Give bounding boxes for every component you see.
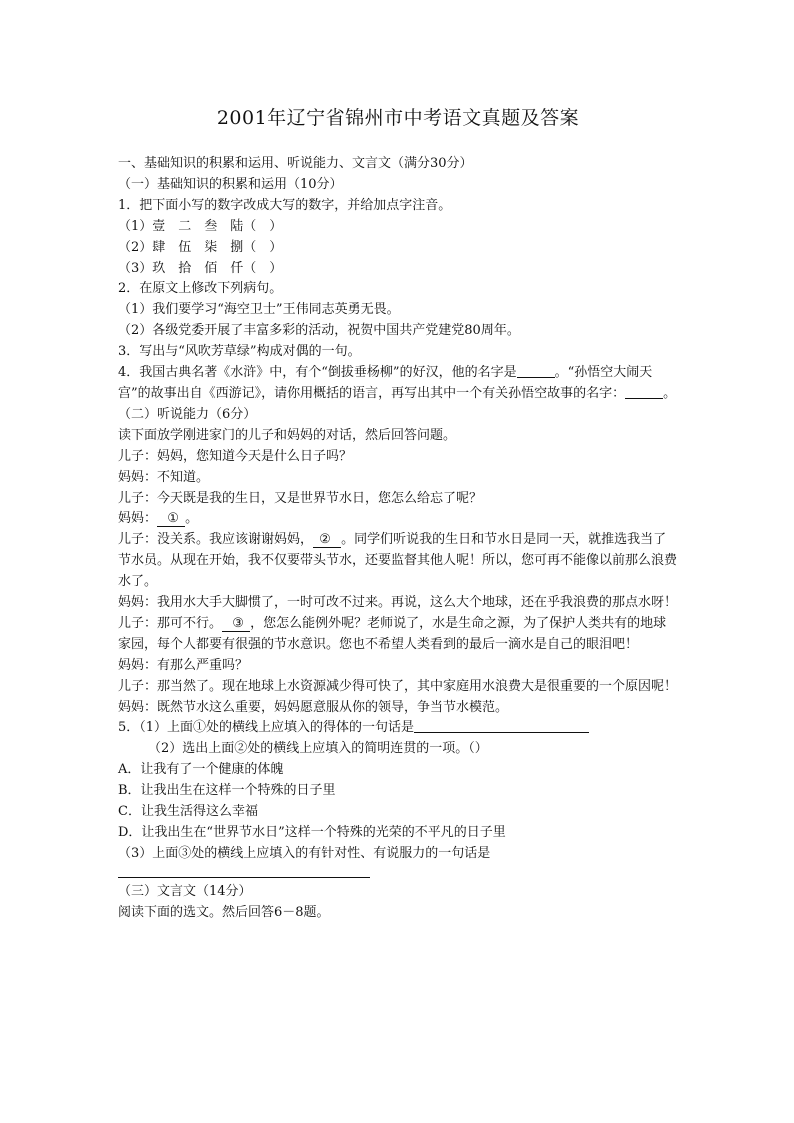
page-title: 2001年辽宁省锦州市中考语文真题及答案 — [216, 107, 580, 129]
option-b: B．让我出生在这样一个特殊的日子里 — [118, 783, 336, 799]
question-4 — [118, 363, 678, 405]
dialogue-line: 妈妈：我用水大手大脚惯了，一时可改不过来。再说，这么大个地球，还在乎我浪费的那点水呀！ — [118, 595, 678, 611]
dialogue-text: ，您怎么能例外呢？老师说了，水是生命之源，为了保护人类共有的地球家园，每个人都要有很强的节水意识。您也不希望人类看到的最后一滴水是自己的眼泪吧！ — [118, 615, 667, 652]
dialogue-line — [118, 530, 678, 593]
dialogue-line — [118, 614, 678, 656]
dialogue-text: 儿子：那可不行。 — [118, 615, 223, 631]
dialogue-intro: 读下面放学刚进家门的儿子和妈妈的对话，然后回答问题。 — [118, 427, 457, 443]
dialogue-line — [118, 509, 678, 530]
question-3: 3．写出与“风吹芳草绿”构成对偶的一句。 — [118, 344, 361, 360]
question-1: 1．把下面小写的数字改成大写的数字，并给加点字注音。 — [118, 197, 452, 213]
answer-blank — [414, 718, 589, 733]
answer-line — [118, 877, 370, 878]
section-heading: 一、基础知识的积累和运用、听说能力、文言文（满分30分） — [118, 156, 473, 171]
exam-page — [118, 104, 678, 924]
reading-intro: 阅读下面的选文。然后回答6－8题。 — [118, 904, 330, 920]
blank-number: ③ — [232, 615, 244, 631]
dialogue-line: 妈妈：既然节水这么重要，妈妈愿意服从你的领导，争当节水模范。 — [118, 699, 509, 715]
question-text: 5．（1）上面①处的横线上应填入的得体的一句话是 — [118, 720, 415, 736]
option-c: C．让我生活得这么幸福 — [118, 804, 258, 820]
question-5-3: （3）上面③处的横线上应填入的有针对性、有说服力的一句话是 — [118, 845, 491, 861]
question-1-item: （3）玖 拾 佰 仟（ ） — [118, 260, 283, 276]
option-d: D．让我出生在“世界节水日”这样一个特殊的光荣的不平凡的日子里 — [118, 825, 506, 840]
dialogue-text: 。 — [185, 511, 199, 527]
dialogue-line: 妈妈：有那么严重吗？ — [118, 657, 249, 673]
dialogue-line: 儿子：那当然了。现在地球上水资源减少得可快了，其中家庭用水浪费大是很重要的一个原因呢！ — [118, 678, 678, 694]
dialogue-text: 。同学们听说我的生日和节水日是同一天，就推选我当了节水员。从现在开始，我不仅要带头节水，还要监督其他人呢！所以，您可再不能像以前那么浪费水了。 — [118, 532, 678, 590]
subsection-heading: （二）听说能力（6分） — [118, 406, 257, 422]
dialogue-text: 儿子：没关系。我应该谢谢妈妈， — [118, 532, 314, 548]
subsection-heading: （三）文言文（14分） — [118, 883, 252, 899]
blank-marker-3 — [222, 616, 250, 632]
answer-blank — [625, 384, 663, 399]
option-a: A．让我有了一个健康的体魄 — [118, 762, 284, 778]
question-5-2: （2）选出上面②处的横线上应填入的简明连贯的一项。（） — [148, 741, 488, 757]
question-2-item: （2）各级党委开展了丰富多彩的活动，祝贺中国共产党建党80周年。 — [118, 323, 520, 339]
dialogue-line: 妈妈：不知道。 — [118, 469, 210, 485]
blank-number: ② — [319, 532, 331, 548]
question-4-text: 4．我国古典名著《水浒》中，有个“倒拔垂杨柳”的好汉，他的名字是 — [118, 365, 517, 381]
question-1-item: （1）壹 二 叁 陆（ ） — [118, 218, 283, 234]
dialogue-line: 儿子：妈妈，您知道今天是什么日子吗？ — [118, 448, 353, 464]
question-2-item: （1）我们要学习“海空卫士”王伟同志英勇无畏。 — [118, 302, 400, 318]
question-4-text: 。“孙悟空大闹天宫”的故事出自《西游记》，请你用概括的语言，再写出其中一个有关孙悟空故事的名字： — [118, 365, 653, 401]
dialogue-line: 儿子：今天既是我的生日，又是世界节水日，您怎么给忘了呢？ — [118, 490, 483, 506]
question-2: 2．在原文上修改下列病句。 — [118, 281, 283, 297]
question-4-text: 。 — [663, 385, 677, 401]
subsection-heading: （一）基础知识的积累和运用（10分） — [118, 176, 343, 192]
question-1-item: （2）肆 伍 柒 捌（ ） — [118, 239, 283, 255]
blank-marker-1 — [157, 511, 185, 527]
blank-number: ① — [167, 511, 179, 527]
answer-blank — [517, 363, 555, 378]
question-5-1 — [118, 718, 678, 739]
dialogue-speaker: 妈妈： — [118, 511, 158, 527]
blank-marker-2 — [313, 532, 341, 548]
